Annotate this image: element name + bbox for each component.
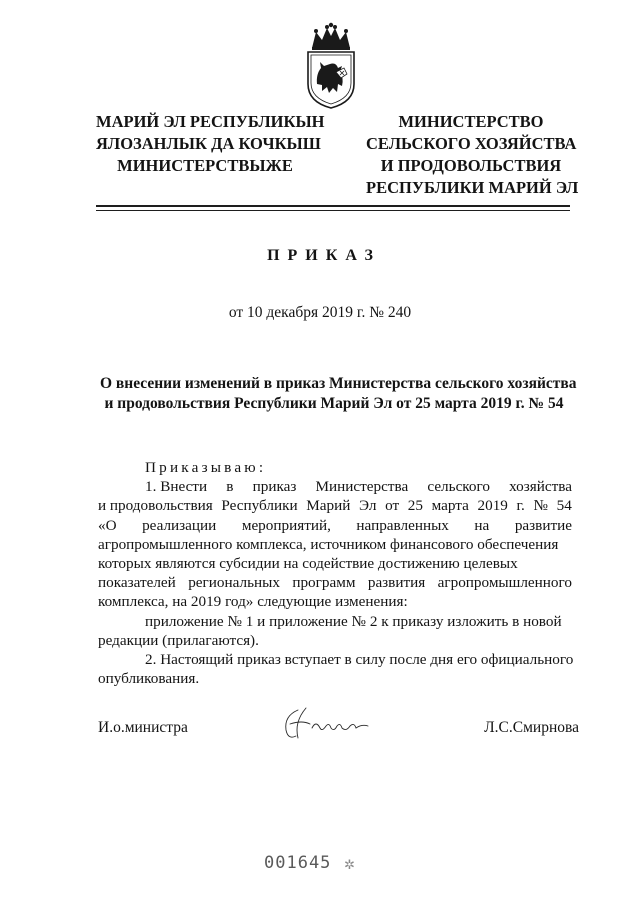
item-1-line — [98, 477, 572, 496]
preamble: Приказываю: — [145, 459, 267, 476]
word: региональных — [188, 574, 280, 592]
header-right-line: РЕСПУБЛИКИ МАРИЙ ЭЛ — [366, 178, 579, 197]
signatory-title: И.о.министра — [98, 719, 188, 736]
word: «О — [98, 516, 117, 534]
item-1-line: агропромышленного комплекса, источником финансового обеспечения — [98, 535, 559, 553]
word: 1. Внести — [145, 478, 208, 496]
coat-of-arms-icon — [300, 22, 362, 110]
word: 54 — [556, 497, 572, 515]
word: Марий — [306, 497, 351, 515]
word: 2019 — [477, 497, 508, 515]
word: программ — [292, 574, 356, 592]
subject-line: О внесении изменений в приказ Министерства сельского хозяйства — [100, 375, 577, 392]
header-left-line: МИНИСТЕРСТВЫЖЕ — [117, 156, 293, 175]
word: развитие — [514, 516, 572, 534]
serial-number: 001645 — [264, 853, 332, 873]
word: марта — [431, 497, 469, 515]
handwritten-signature-icon — [276, 702, 376, 744]
header-divider-thick — [96, 205, 570, 207]
word: 25 — [407, 497, 423, 515]
word: хозяйства — [509, 478, 572, 496]
header-right-line: МИНИСТЕРСТВО — [398, 112, 544, 131]
header-left-line: МАРИЙ ЭЛ РЕСПУБЛИКЫН — [96, 112, 325, 131]
word: № — [533, 497, 549, 515]
word: Республики — [221, 497, 298, 515]
word: г. — [516, 497, 525, 515]
word: приказ — [252, 478, 297, 496]
word: показателей — [98, 574, 176, 592]
item-1-subitem-line: приложение № 1 и приложение № 2 к приказу изложить в новой — [145, 612, 562, 630]
word: от — [385, 497, 400, 515]
item-1-line: комплекса, на 2019 год» следующие изменения: — [98, 593, 408, 611]
word: в — [226, 478, 234, 496]
item-1-subitem-line: редакции (прилагаются). — [98, 631, 259, 649]
item-1-line — [98, 573, 572, 592]
word: и продовольствия — [98, 497, 213, 515]
document-title: ПРИКАЗ — [267, 247, 381, 264]
item-1-line — [98, 516, 572, 535]
header-left-line: ЯЛОЗАНЛЫК ДА КОЧКЫШ — [96, 134, 321, 153]
item-1-line — [98, 496, 572, 515]
word: направленных — [356, 516, 449, 534]
word: реализации — [142, 516, 217, 534]
word: мероприятий, — [241, 516, 331, 534]
item-2-line: опубликования. — [98, 670, 200, 688]
header-right-line: СЕЛЬСКОГО ХОЗЯЙСТВА — [366, 134, 577, 153]
header-divider-thin — [96, 210, 570, 211]
document-subject — [100, 374, 577, 414]
ministry-name-mari — [96, 111, 325, 177]
star-icon: ✲ — [344, 857, 355, 872]
ministry-name-russian — [366, 111, 579, 199]
subject-line: и продовольствия Республики Марий Эл от 25 марта 2019 г. № 54 — [104, 395, 564, 412]
word: развития — [367, 574, 426, 592]
word: Эл — [359, 497, 377, 515]
signatory-name: Л.С.Смирнова — [484, 719, 579, 736]
document-body — [98, 458, 572, 688]
item-2-line: 2. Настоящий приказ вступает в силу после дня его официального — [145, 650, 574, 668]
word: сельского — [427, 478, 490, 496]
document-date-number: от 10 декабря 2019 г. № 240 — [228, 304, 412, 321]
word: агропромышленного — [437, 574, 572, 592]
item-1-line: которых являются субсидии на содействие достижению целевых — [98, 554, 518, 572]
word: Министерства — [315, 478, 409, 496]
word: на — [474, 516, 490, 534]
header-right-line: И ПРОДОВОЛЬСТВИЯ — [380, 156, 562, 175]
